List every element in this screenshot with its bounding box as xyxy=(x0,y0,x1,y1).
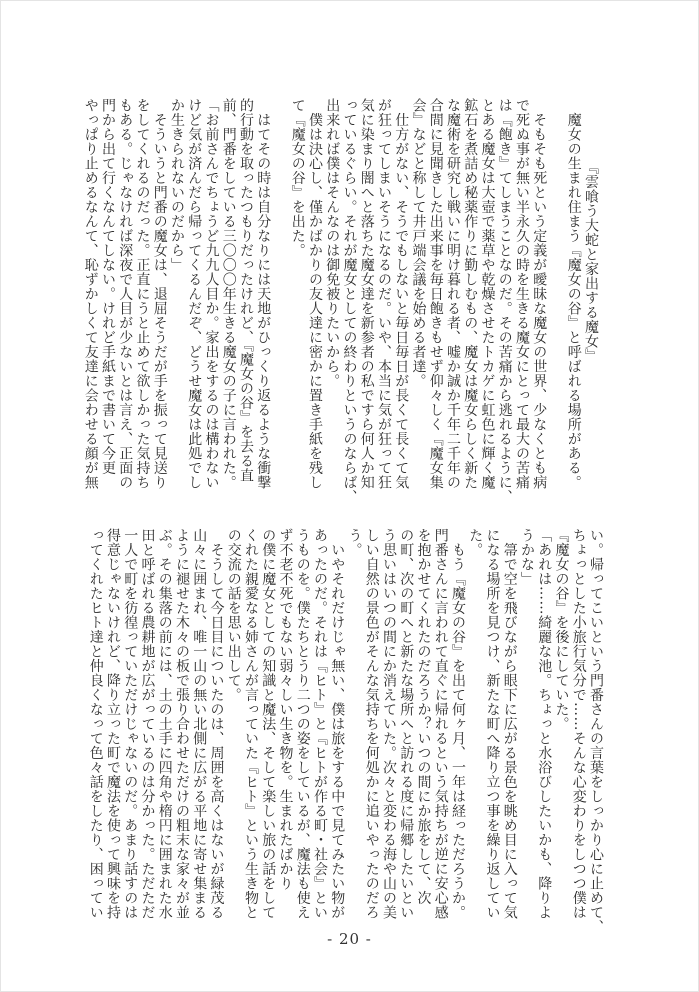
text-column: ちょっとした小旅行気分で……そんな心変わりをしつつ僕は xyxy=(570,528,587,920)
text-column: の僕に魔女としての知識と魔法、そして楽しい旅の話をして xyxy=(260,528,277,920)
text-column: ず不老不死でもない弱々しい生き物を。生まれたばかり xyxy=(277,528,294,891)
text-column: た。 xyxy=(467,528,484,557)
text-column: の交流の話を思い出して。 xyxy=(225,528,242,702)
text-column: 魔女の生まれ住まう『魔女の谷』と呼ばれる場所がある。 xyxy=(565,98,582,490)
text-column: い。帰ってこいという門番さんの言葉をしっかり心に止めて、 xyxy=(588,528,604,934)
text-column: 僕は決心し、僅かばかりの友人達に密かに置き手紙を残し xyxy=(307,98,323,490)
text-column: か生きられないのだから」 xyxy=(169,98,185,272)
text-column: 鉱石を煮詰め秘薬作りに勤しむもの、魔女は魔女らしく新た xyxy=(462,98,479,490)
page-number: - 20 - xyxy=(327,930,372,948)
text-column: もある。じゃなければ深夜で人目が少ないとは言え、正面の xyxy=(117,98,134,490)
text-column: うものを。僕たちとうり二つの姿をしているが、魔法も使え xyxy=(294,528,311,920)
text-column: になる場所を見つけ、新たな町へ降り立つ事を繰り返してい xyxy=(484,528,501,920)
text-column: 山々に囲まれ、唯一山の無い北側に広がる平地に寄せ集まる xyxy=(191,528,208,920)
story-title: 『雲喰う大蛇と家出する魔女』 xyxy=(583,160,599,363)
text-column: が狂ってしまいそうになるのだ。いや、本当に気が狂って狂 xyxy=(376,98,392,490)
text-column: を抱かせてくれたのだろうか？いつの間にか旅をして、次 xyxy=(415,528,432,905)
text-column: いやそれだけじゃ無い、僕は旅をする中で見てみたい物が xyxy=(329,528,346,920)
text-column: うかな」 xyxy=(519,528,535,586)
blank-line xyxy=(547,98,564,490)
text-column: 一人で町を彷徨っていただけじゃないのだ。あまり話すのは xyxy=(122,528,139,920)
text-column: くれた親愛なる姉さんが言っていた『ヒト』という生き物と xyxy=(243,528,259,920)
text-column: て『魔女の谷』を出た。 xyxy=(289,98,306,258)
text-column: あったのだ。それは『ヒト』と『ヒトが作る町・社会』とい xyxy=(312,528,328,920)
text-column: っているぐらい。それが魔女としての終わりというのならば、 xyxy=(341,98,358,504)
text-column: 門から出て行くなんてしない。けれど手紙まで書いて今更 xyxy=(100,98,116,475)
text-column: う思いはいつの間にか消えていた。次々と変わる海や山の美 xyxy=(381,528,397,920)
text-column: けど気が済んだら帰ってくるんだぞ、どうせ魔女は此処でし xyxy=(186,98,203,490)
text-column: 気に染まり闇へと落ちた魔女達を新参者の私ですら何人か知 xyxy=(358,98,375,490)
text-column: をしてくれるのだった。正直にうと止めて欲しかった気持ち xyxy=(134,98,151,490)
text-column: そうして今日目についたのは、周囲を高くはないが緑茂る xyxy=(208,528,225,920)
text-column: しい自然の景色がそんな気持ちを何処かに追いやったのだろ xyxy=(363,528,380,920)
text-column: の町、次の町へと新たな場所へと訪れる度に帰郷したいとい xyxy=(398,528,415,920)
text-column: そもそも死という定義が曖昧な魔女の世界、少なくとも病 xyxy=(531,98,548,490)
text-column: ように褪せた木々の板で張り合わせただけの粗末な家々が並 xyxy=(174,528,190,920)
text-column: 会』などと称して井戸端会議を始める者達。 xyxy=(410,98,427,388)
text-column: そういうと門番の魔女は、退屈そうだが手を振って見送り xyxy=(151,98,168,490)
text-column: 「お前さんでちょうど九九人目か。家出をするのは構わない xyxy=(203,98,220,490)
text-column: な魔術を研究し戦いに明け暮れる者、嘘か誠か千年二千年の xyxy=(445,98,461,490)
text-column: 的行動を取ったつもりだったけれど、『魔女の谷』を去る直 xyxy=(238,98,254,483)
text-column: ってくれたヒト達と仲良くなって色々話をしたり、困ってい xyxy=(87,528,104,920)
text-column: 田と呼ばれる農耕地が広がっているのは分かった。ただただ xyxy=(139,528,156,920)
text-column: 仕方がない、そうでもしないと毎日毎日が長くて長くて気 xyxy=(393,98,410,490)
text-column: 得意じゃないけれど、降り立った町で魔法を使って興味を持 xyxy=(105,528,121,920)
text-column: 出来れば僕はそんなのは御免被りたいから。 xyxy=(324,98,341,388)
blank-line xyxy=(271,98,288,490)
text-column: はてその時は自分なりには天地がひっくり返るような衝撃 xyxy=(255,98,272,490)
text-column: 前、門番をしている三〇〇〇年生きる魔女の子に言われた。 xyxy=(220,98,237,490)
text-column: で死ぬ事が無い半永久の時を生きる魔女にとって最大の苦痛 xyxy=(514,98,530,490)
lower-text-tier xyxy=(87,528,605,934)
text-column: もう『魔女の谷』を出て何ヶ月、一年は経っただろうか。 xyxy=(450,528,466,920)
text-column: う。 xyxy=(346,528,363,557)
text-column: 合間に見聞きした出来事を毎日飽きもせず仰々しく『魔女集 xyxy=(427,98,444,490)
text-column: ぶ。その集落の前には、土の土手に四角や楕円に囲まれた水 xyxy=(156,528,173,920)
text-column: 「あれは……綺麗な池。ちょっと水浴びしたいかも、降りよ xyxy=(536,528,553,920)
text-column: 箒で空を飛びながら眼下に広がる景色を眺め目に入って気 xyxy=(501,528,518,920)
text-column: は『飽き』てしまうことなのだ。その苦痛から逃れるように、 xyxy=(496,98,513,504)
text-column: やっぱり止めるなんて、恥ずかしくて友達に会わせる顔が無 xyxy=(82,98,99,490)
upper-text-tier xyxy=(82,98,600,504)
text-column: 『魔女の谷』を後にしていた。 xyxy=(553,528,570,731)
text-column: とある魔女は大壺で薬草や乾燥させたトカゲに虹色に輝く魔 xyxy=(479,98,496,490)
text-column: 門番さんに言われて直ぐに帰れるという気持ちが逆に安心感 xyxy=(432,528,449,920)
